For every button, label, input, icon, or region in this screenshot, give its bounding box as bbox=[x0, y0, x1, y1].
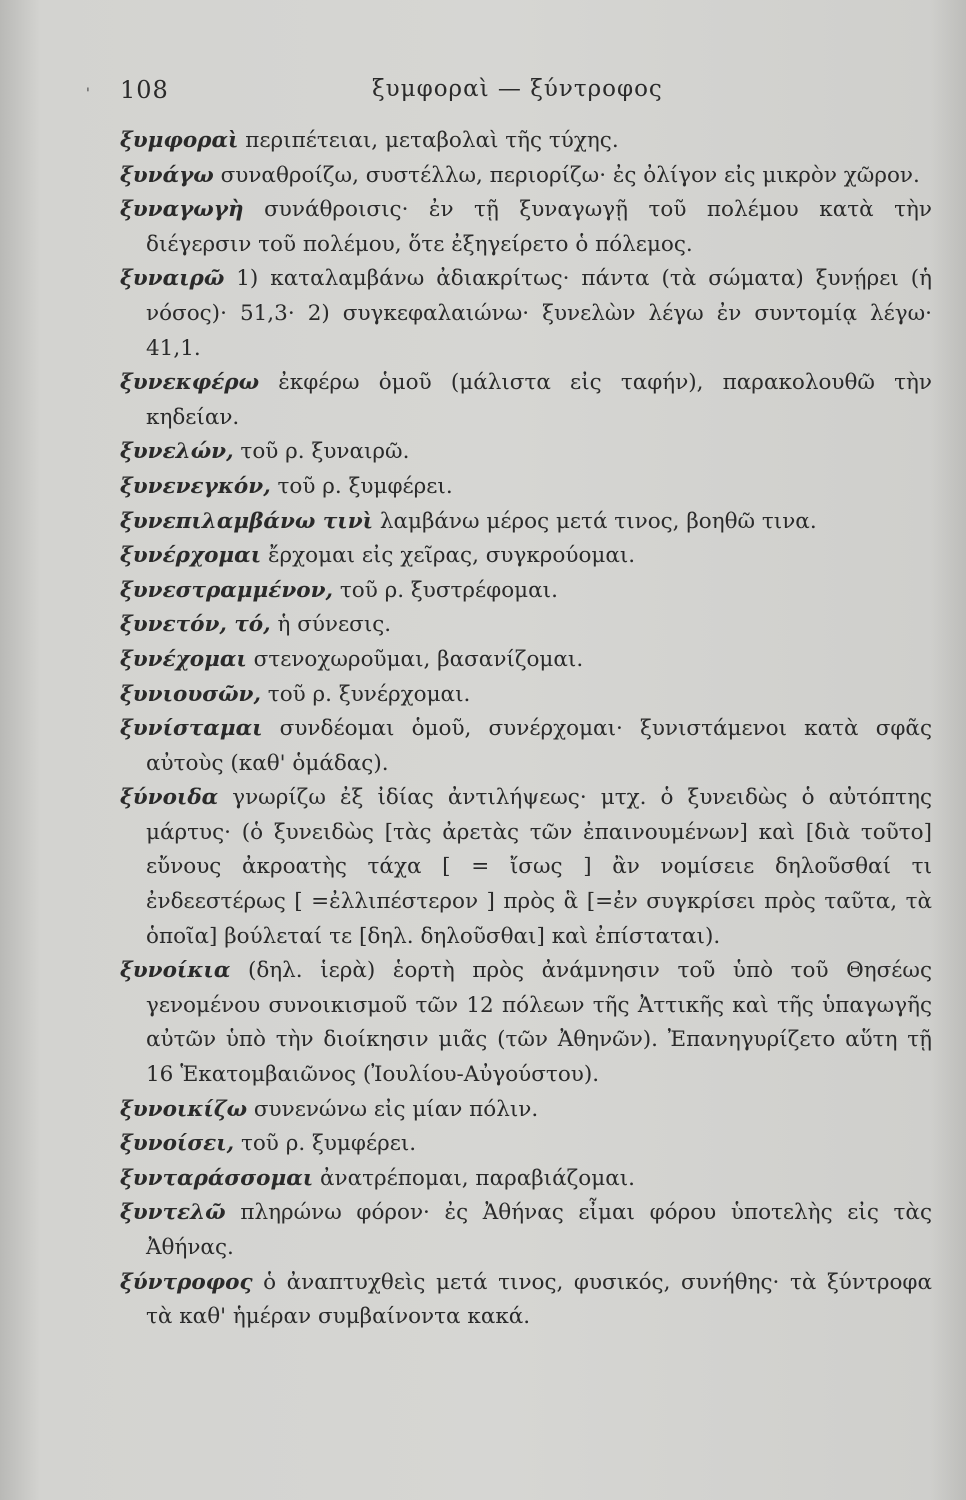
entry-lemma: ξυνοίσει, bbox=[120, 1131, 235, 1157]
entry-lemma: ξύνοιδα bbox=[120, 785, 219, 811]
entry-lemma: ξυνάγω bbox=[120, 162, 214, 188]
entry-definition: τοῦ ρ. ξυναιρῶ. bbox=[233, 439, 410, 465]
entry-definition: ἀνατρέπομαι, παραβιάζομαι. bbox=[313, 1165, 635, 1191]
entry bbox=[120, 1127, 932, 1162]
entry-definition: περιπέτειαι, μεταβολαὶ τῆς τύχης. bbox=[238, 128, 619, 153]
entry-lemma: ξύντροφος bbox=[120, 1269, 253, 1295]
entry-lemma: ξυνοίκια bbox=[120, 958, 231, 984]
entry-definition: (δηλ. ἱερὰ) ἑορτὴ πρὸς ἀνάμνησιν τοῦ ὑπὸ τοῦ Θησέως γενομένου συνοικισμοῦ τῶν 12 πόλεων τῆς Ἀττικῆς καὶ τῆς ὑπαγωγῆς αὐτῶν ὑπὸ τὴν διοίκησιν μιᾶς (τῶν Ἀθηνῶν). Ἐπανηγυρίζετο αὕτη τῇ 16 Ἑκατομβαιῶνος (Ἰουλίου-Αὐγούστου). bbox=[146, 958, 932, 1088]
entry bbox=[120, 1093, 932, 1128]
entry-definition: συνενώνω εἰς μίαν πόλιν. bbox=[247, 1096, 539, 1122]
entry-lemma: ξυνετόν, τό, bbox=[120, 612, 271, 638]
entry-lemma: ξυνιουσῶν, bbox=[120, 681, 261, 707]
entry-lemma: ξυνελών, bbox=[120, 439, 234, 465]
entry-definition: τοῦ ρ. ξυνέρχομαι. bbox=[260, 681, 471, 707]
entry-definition: συναθροίζω, συστέλλω, περιορίζω· ἐς ὀλίγον εἰς μικρὸν χῶρον. bbox=[213, 162, 920, 188]
entry bbox=[120, 954, 932, 1092]
entry-definition: συνάθροισις· ἐν τῇ ξυναγωγῇ τοῦ πολέμου κατὰ τὴν διέγερσιν τοῦ πολέμου, ὅτε ἐξηγείρετο ὁ πόλεμος. bbox=[146, 197, 932, 257]
entries-list bbox=[120, 124, 932, 1335]
entry-lemma: ξυνεκφέρω bbox=[120, 370, 260, 396]
entry bbox=[120, 539, 932, 574]
running-head: ξυμφοραὶ — ξύντροφος bbox=[372, 76, 663, 102]
entry bbox=[120, 574, 932, 609]
entry-lemma: ξυναιρῶ bbox=[120, 266, 225, 292]
entry bbox=[120, 678, 932, 713]
entry bbox=[120, 159, 932, 194]
entry-definition: γνωρίζω ἐξ ἰδίας ἀντιλήψεως· μτχ. ὁ ξυνειδὼς ὁ αὐτόπτης μάρτυς· (ὁ ξυνειδὼς [τὰς ἀρετὰς τῶν ἐπαινουμένων] καὶ [διὰ τοῦτο] εὔνους ἀκροατὴς τάχα [ = ἴσως ] ἂν νομίσειε δηλοῦσθαί τι ἐνδεεστέρως [ =ἐλλιπέστερον ] πρὸς ἃ [=ἐν συγκρίσει πρὸς ταῦτα, τὰ ὁποῖα] βούλεταί τε [δηλ. δηλοῦσθαι] καὶ ἐπίσταται). bbox=[146, 785, 932, 949]
entry-lemma: ξυνοικίζω bbox=[120, 1096, 248, 1122]
entry-lemma: ξυνεστραμμένον, bbox=[120, 577, 334, 603]
entry-lemma: ξυνίσταμαι bbox=[120, 716, 263, 742]
entry bbox=[120, 712, 932, 781]
entry bbox=[120, 470, 932, 505]
entry bbox=[120, 781, 932, 954]
entry-definition: στενοχωροῦμαι, βασανίζομαι. bbox=[246, 646, 584, 672]
entry-definition: τοῦ ρ. ξυμφέρει. bbox=[234, 1131, 417, 1157]
entry-definition: 1) καταλαμβάνω ἀδιακρίτως· πάντα (τὰ σώματα) ξυνῄρει (ἡ νόσος)· 51,3· 2) συγκεφαλαιώνω· ξυνελὼν λέγω ἐν συντομίᾳ λέγω· 41,1. bbox=[146, 266, 932, 361]
entry-lemma: ξυνέχομαι bbox=[120, 646, 247, 672]
entry bbox=[120, 262, 932, 366]
entry-lemma: ξυνέρχομαι bbox=[120, 543, 262, 569]
entry bbox=[120, 1266, 932, 1335]
entry bbox=[120, 1196, 932, 1265]
entry-definition: λαμβάνω μέρος μετά τινος, βοηθῶ τινα. bbox=[373, 508, 817, 534]
margin-mark: ' bbox=[86, 86, 90, 102]
entry bbox=[120, 1162, 932, 1197]
entry bbox=[120, 193, 932, 262]
entry-lemma: ξυναγωγὴ bbox=[120, 197, 244, 223]
entry-lemma: ξυνταράσσομαι bbox=[120, 1165, 314, 1191]
entry bbox=[120, 608, 932, 643]
page-number: 108 bbox=[120, 76, 169, 104]
entry-definition: ἔρχομαι εἰς χεῖρας, συγκρούομαι. bbox=[261, 543, 636, 569]
entry-definition: συνδέομαι ὁμοῦ, συνέρχομαι· ξυνιστάμενοι κατὰ σφᾶς αὐτοὺς (καθ' ὁμάδας). bbox=[146, 716, 932, 776]
entry-lemma: ξυμφοραὶ bbox=[120, 128, 239, 153]
page-header bbox=[0, 72, 966, 112]
entry bbox=[120, 124, 932, 159]
entry-definition: τοῦ ρ. ξυστρέφομαι. bbox=[333, 577, 558, 603]
entry-definition: πληρώνω φόρον· ἐς Ἀθήνας εἶμαι φόρου ὑποτελὴς εἰς τὰς Ἀθήνας. bbox=[146, 1200, 932, 1260]
entry-definition: τοῦ ρ. ξυμφέρει. bbox=[270, 473, 453, 499]
entry-lemma: ξυνεπιλαμβάνω τινὶ bbox=[120, 508, 374, 534]
entry-definition: ὁ ἀναπτυχθεὶς μετά τινος, φυσικός, συνήθης· τὰ ξύντροφα τὰ καθ' ἡμέραν συμβαίνοντα κακά. bbox=[146, 1269, 932, 1330]
entry bbox=[120, 435, 932, 470]
entry-lemma: ξυντελῶ bbox=[120, 1200, 226, 1226]
entry bbox=[120, 643, 932, 678]
entry bbox=[120, 505, 932, 540]
entry-definition: ἡ σύνεσις. bbox=[270, 612, 392, 638]
entry bbox=[120, 366, 932, 435]
entry-definition: ἐκφέρω ὁμοῦ (μάλιστα εἰς ταφήν), παρακολουθῶ τὴν κηδείαν. bbox=[146, 370, 932, 430]
entry-lemma: ξυνενεγκόν, bbox=[120, 473, 271, 499]
